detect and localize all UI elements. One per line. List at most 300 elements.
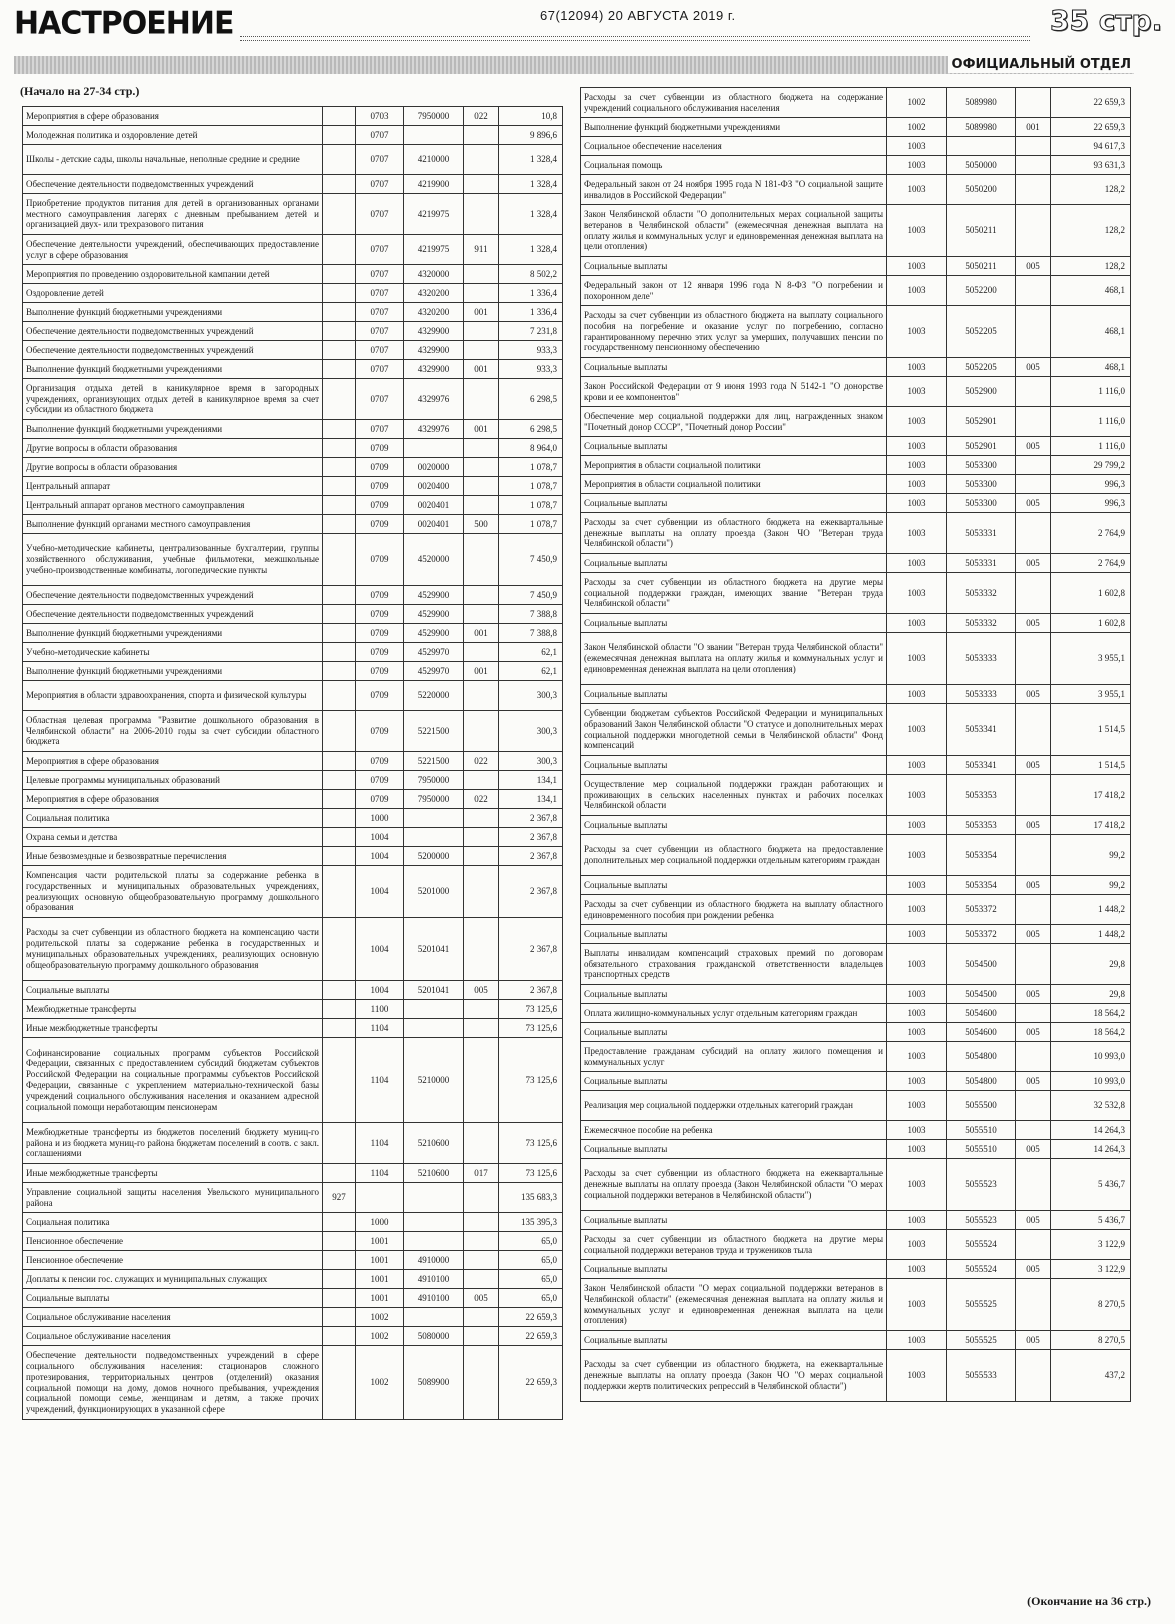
row-type-cell: 022	[464, 107, 499, 126]
row-amount-cell: 2 367,8	[499, 809, 563, 828]
row-name-cell: Обеспечение деятельности учреждений, обеспечивающих предоставление услуг в сфере образования	[23, 235, 323, 265]
table-row	[23, 1164, 563, 1183]
table-row	[581, 407, 1131, 437]
row-amount-cell: 300,3	[499, 711, 563, 752]
row-target-cell: 5053341	[947, 756, 1016, 775]
section-title: ОФИЦИАЛЬНЫЙ ОТДЕЛ	[948, 56, 1135, 73]
row-amount-cell: 933,3	[499, 360, 563, 379]
row-amount-cell: 7 450,9	[499, 586, 563, 605]
row-type-cell	[1016, 1279, 1051, 1331]
row-type-cell: 017	[464, 1164, 499, 1183]
row-department-cell	[323, 496, 356, 515]
row-department-cell	[323, 1270, 356, 1289]
row-amount-cell: 7 450,9	[499, 534, 563, 586]
table-row	[581, 377, 1131, 407]
row-amount-cell: 128,2	[1051, 257, 1131, 276]
row-type-cell	[464, 379, 499, 420]
row-section-cell: 1002	[356, 1327, 404, 1346]
row-name-cell: Социальное обслуживание населения	[23, 1327, 323, 1346]
table-row	[581, 573, 1131, 614]
row-amount-cell: 10 993,0	[1051, 1042, 1131, 1072]
row-section-cell: 1003	[887, 944, 947, 985]
row-type-cell	[1016, 407, 1051, 437]
row-name-cell: Центральный аппарат	[23, 477, 323, 496]
row-department-cell	[323, 605, 356, 624]
masthead	[0, 0, 1175, 46]
row-name-cell: Осуществление мер социальной поддержки граждан работающих и проживающих в сельских населенных пунктах и рабочих поселках Челябинской области	[581, 775, 887, 816]
table-row	[23, 477, 563, 496]
row-department-cell	[323, 145, 356, 175]
row-name-cell: Молодежная политика и оздоровление детей	[23, 126, 323, 145]
row-department-cell	[323, 771, 356, 790]
table-row	[581, 475, 1131, 494]
row-name-cell: Социальные выплаты	[581, 876, 887, 895]
row-section-cell: 1003	[887, 377, 947, 407]
row-amount-cell: 29,8	[1051, 985, 1131, 1004]
row-department-cell	[323, 643, 356, 662]
row-amount-cell: 73 125,6	[499, 1164, 563, 1183]
row-amount-cell: 73 125,6	[499, 1000, 563, 1019]
table-row	[581, 685, 1131, 704]
row-department-cell	[323, 752, 356, 771]
row-type-cell	[1016, 205, 1051, 257]
row-section-cell: 1003	[887, 985, 947, 1004]
row-target-cell: 5052900	[947, 377, 1016, 407]
row-name-cell: Социальные выплаты	[581, 685, 887, 704]
row-type-cell: 005	[464, 1289, 499, 1308]
row-target-cell: 4329900	[404, 360, 464, 379]
row-type-cell	[1016, 1159, 1051, 1211]
row-type-cell	[1016, 775, 1051, 816]
row-type-cell	[464, 194, 499, 235]
row-type-cell	[464, 1232, 499, 1251]
row-section-cell: 1003	[887, 156, 947, 175]
row-name-cell: Расходы за счет субвенции из областного бюджета на другие меры социальной поддержки ветеранов труда и тружеников тыла	[581, 1230, 887, 1260]
row-amount-cell: 65,0	[499, 1289, 563, 1308]
row-type-cell: 005	[1016, 816, 1051, 835]
row-section-cell: 1003	[887, 175, 947, 205]
row-section-cell: 0707	[356, 379, 404, 420]
table-row	[581, 925, 1131, 944]
row-section-cell: 0707	[356, 126, 404, 145]
row-section-cell: 1003	[887, 475, 947, 494]
row-name-cell: Пенсионное обеспечение	[23, 1251, 323, 1270]
table-row	[23, 1346, 563, 1420]
row-type-cell	[464, 534, 499, 586]
row-target-cell: 4219975	[404, 235, 464, 265]
table-row	[23, 360, 563, 379]
row-target-cell: 5053300	[947, 475, 1016, 494]
row-section-cell: 0709	[356, 605, 404, 624]
row-section-cell: 1002	[887, 118, 947, 137]
row-section-cell: 1003	[887, 205, 947, 257]
row-type-cell	[464, 175, 499, 194]
row-department-cell	[323, 1038, 356, 1123]
row-type-cell	[464, 126, 499, 145]
row-section-cell: 0709	[356, 515, 404, 534]
row-target-cell: 4910100	[404, 1289, 464, 1308]
row-target-cell: 4529970	[404, 662, 464, 681]
table-row	[23, 303, 563, 322]
row-target-cell: 5200000	[404, 847, 464, 866]
table-row	[23, 662, 563, 681]
row-section-cell: 1003	[887, 276, 947, 306]
row-amount-cell: 5 436,7	[1051, 1159, 1131, 1211]
row-type-cell	[464, 809, 499, 828]
row-type-cell	[1016, 137, 1051, 156]
table-row	[581, 88, 1131, 118]
row-amount-cell: 134,1	[499, 790, 563, 809]
row-name-cell: Мероприятия в области здравоохранения, спорта и физической культуры	[23, 681, 323, 711]
row-type-cell	[464, 1270, 499, 1289]
row-type-cell	[464, 145, 499, 175]
table-row	[23, 126, 563, 145]
row-name-cell: Целевые программы муниципальных образований	[23, 771, 323, 790]
row-type-cell	[1016, 895, 1051, 925]
row-name-cell: Иные межбюджетные трансферты	[23, 1164, 323, 1183]
row-type-cell	[464, 711, 499, 752]
row-section-cell: 1004	[356, 847, 404, 866]
row-section-cell: 1003	[887, 704, 947, 756]
row-target-cell: 7950000	[404, 771, 464, 790]
row-name-cell: Мероприятия в сфере образования	[23, 752, 323, 771]
row-type-cell: 001	[464, 420, 499, 439]
row-section-cell: 1003	[887, 876, 947, 895]
row-type-cell: 001	[464, 662, 499, 681]
table-row	[23, 981, 563, 1000]
row-name-cell: Социальные выплаты	[581, 925, 887, 944]
row-amount-cell: 437,2	[1051, 1350, 1131, 1402]
row-amount-cell: 468,1	[1051, 358, 1131, 377]
row-target-cell: 4910000	[404, 1251, 464, 1270]
row-target-cell: 0020401	[404, 515, 464, 534]
row-amount-cell: 2 367,8	[499, 828, 563, 847]
row-target-cell: 5053331	[947, 513, 1016, 554]
row-department-cell	[323, 341, 356, 360]
row-section-cell: 0709	[356, 586, 404, 605]
row-amount-cell: 1 328,4	[499, 145, 563, 175]
row-name-cell: Обеспечение деятельности подведомственных учреждений	[23, 322, 323, 341]
row-section-cell: 1004	[356, 918, 404, 981]
row-amount-cell: 3 122,9	[1051, 1260, 1131, 1279]
row-type-cell: 005	[1016, 985, 1051, 1004]
row-amount-cell: 22 659,3	[1051, 118, 1131, 137]
row-target-cell: 4529900	[404, 605, 464, 624]
row-name-cell: Выполнение функций бюджетными учреждениями	[581, 118, 887, 137]
row-name-cell: Учебно-методические кабинеты	[23, 643, 323, 662]
row-type-cell	[464, 322, 499, 341]
table-row	[23, 1327, 563, 1346]
row-section-cell: 0707	[356, 194, 404, 235]
row-section-cell: 1003	[887, 306, 947, 358]
row-department-cell	[323, 1164, 356, 1183]
row-section-cell: 1001	[356, 1232, 404, 1251]
row-type-cell: 005	[1016, 358, 1051, 377]
row-type-cell	[464, 477, 499, 496]
row-amount-cell: 29 799,2	[1051, 456, 1131, 475]
row-amount-cell: 3 122,9	[1051, 1230, 1131, 1260]
table-row	[581, 835, 1131, 876]
row-amount-cell: 1 514,5	[1051, 704, 1131, 756]
row-name-cell: Оплата жилищно-коммунальных услуг отдельным категориям граждан	[581, 1004, 887, 1023]
row-amount-cell: 18 564,2	[1051, 1023, 1131, 1042]
row-name-cell: Межбюджетные трансферты из бюджетов поселений бюджету муниц-го района и из бюджета муниц-го района бюджетам поселений в соотв. с закл. соглашениями	[23, 1123, 323, 1164]
row-target-cell: 4529900	[404, 624, 464, 643]
row-name-cell: Обеспечение деятельности подведомственных учреждений	[23, 341, 323, 360]
row-section-cell: 1003	[887, 1023, 947, 1042]
row-type-cell	[1016, 475, 1051, 494]
row-target-cell: 5053354	[947, 835, 1016, 876]
row-amount-cell: 1 328,4	[499, 235, 563, 265]
row-department-cell	[323, 809, 356, 828]
row-amount-cell: 10,8	[499, 107, 563, 126]
table-row	[581, 1331, 1131, 1350]
row-section-cell: 1003	[887, 1140, 947, 1159]
row-section-cell: 1100	[356, 1000, 404, 1019]
row-type-cell	[464, 681, 499, 711]
row-amount-cell: 1 448,2	[1051, 925, 1131, 944]
row-section-cell: 1004	[356, 866, 404, 918]
row-section-cell: 1003	[887, 1211, 947, 1230]
row-target-cell: 5055510	[947, 1121, 1016, 1140]
row-name-cell: Закон Челябинской области "О мерах социальной поддержки ветеранов в Челябинской области" (ежемесячная денежная выплата на оплату жилья и коммунальных услуг и единовременная денежная выплата на цели отопления)	[581, 1279, 887, 1331]
row-name-cell: Социальные выплаты	[581, 1331, 887, 1350]
table-row	[581, 1260, 1131, 1279]
row-department-cell	[323, 1327, 356, 1346]
row-section-cell: 1003	[887, 1331, 947, 1350]
row-name-cell: Областная целевая программа "Развитие дошкольного образования в Челябинской области" на 2006-2010 годы за счет субсидии областного бюджета	[23, 711, 323, 752]
row-type-cell	[464, 458, 499, 477]
row-amount-cell: 3 955,1	[1051, 685, 1131, 704]
row-department-cell	[323, 1232, 356, 1251]
row-type-cell: 911	[464, 235, 499, 265]
row-target-cell: 5050211	[947, 205, 1016, 257]
row-name-cell: Расходы за счет субвенции из областного бюджета на выплату социального пособия на погребение и оказание услуг по погребению, согласно гарантированному перечню этих услуг за умерших, получавших пенсии по государственному пенсионному обеспечению	[581, 306, 887, 358]
row-name-cell: Федеральный закон от 24 ноября 1995 года N 181-ФЗ "О социальной защите инвалидов в Российской Федерации"	[581, 175, 887, 205]
row-target-cell: 5080000	[404, 1327, 464, 1346]
row-amount-cell: 62,1	[499, 643, 563, 662]
row-type-cell: 005	[1016, 554, 1051, 573]
table-row	[23, 175, 563, 194]
row-target-cell: 5055523	[947, 1211, 1016, 1230]
row-amount-cell: 135 683,3	[499, 1183, 563, 1213]
row-amount-cell: 6 298,5	[499, 379, 563, 420]
table-row	[581, 118, 1131, 137]
row-name-cell: Социальная помощь	[581, 156, 887, 175]
row-type-cell	[1016, 1091, 1051, 1121]
row-section-cell: 1003	[887, 407, 947, 437]
row-type-cell	[464, 1308, 499, 1327]
row-department-cell	[323, 866, 356, 918]
row-section-cell: 0707	[356, 303, 404, 322]
row-type-cell	[464, 1213, 499, 1232]
row-amount-cell: 1 328,4	[499, 175, 563, 194]
row-type-cell	[464, 828, 499, 847]
row-type-cell	[1016, 306, 1051, 358]
row-amount-cell: 2 367,8	[499, 866, 563, 918]
table-row	[23, 265, 563, 284]
row-amount-cell: 7 388,8	[499, 624, 563, 643]
row-amount-cell: 300,3	[499, 681, 563, 711]
row-amount-cell: 22 659,3	[1051, 88, 1131, 118]
row-target-cell: 5053300	[947, 494, 1016, 513]
row-target-cell: 4529900	[404, 586, 464, 605]
row-type-cell	[1016, 1042, 1051, 1072]
row-name-cell: Организация отдыха детей в каникулярное время в загородных учреждениях, организующих отдых детей в каникулярное время за счет субсидии из областного бюджета	[23, 379, 323, 420]
row-section-cell: 1004	[356, 981, 404, 1000]
row-amount-cell: 6 298,5	[499, 420, 563, 439]
table-row	[581, 175, 1131, 205]
table-row	[23, 809, 563, 828]
row-amount-cell: 1 336,4	[499, 303, 563, 322]
budget-table-right	[580, 87, 1131, 1402]
row-name-cell: Мероприятия в сфере образования	[23, 790, 323, 809]
row-type-cell	[464, 918, 499, 981]
row-target-cell: 7950000	[404, 790, 464, 809]
row-target-cell: 5053353	[947, 816, 1016, 835]
table-row	[581, 358, 1131, 377]
row-target-cell: 4529970	[404, 643, 464, 662]
row-target-cell: 5221500	[404, 711, 464, 752]
row-department-cell	[323, 439, 356, 458]
row-name-cell: Социальные выплаты	[581, 1211, 887, 1230]
row-section-cell: 1003	[887, 1072, 947, 1091]
row-target-cell: 5053332	[947, 614, 1016, 633]
table-row	[23, 1000, 563, 1019]
row-amount-cell: 5 436,7	[1051, 1211, 1131, 1230]
row-section-cell: 1003	[887, 816, 947, 835]
row-section-cell: 1003	[887, 1260, 947, 1279]
row-name-cell: Пенсионное обеспечение	[23, 1232, 323, 1251]
row-amount-cell: 1 328,4	[499, 194, 563, 235]
row-type-cell	[464, 605, 499, 624]
row-type-cell	[464, 771, 499, 790]
row-section-cell: 0709	[356, 643, 404, 662]
row-name-cell: Другие вопросы в области образования	[23, 439, 323, 458]
row-department-cell	[323, 828, 356, 847]
table-row	[23, 828, 563, 847]
row-type-cell: 005	[464, 981, 499, 1000]
table-row	[23, 235, 563, 265]
table-row	[581, 1004, 1131, 1023]
header-rule	[240, 36, 1030, 41]
row-amount-cell: 1 602,8	[1051, 573, 1131, 614]
row-type-cell	[464, 1346, 499, 1420]
table-row	[23, 1123, 563, 1164]
row-type-cell	[1016, 573, 1051, 614]
row-section-cell: 1002	[356, 1308, 404, 1327]
table-row	[23, 1232, 563, 1251]
table-row	[23, 1183, 563, 1213]
row-section-cell: 0707	[356, 322, 404, 341]
row-department-cell	[323, 265, 356, 284]
row-department-cell	[323, 662, 356, 681]
row-section-cell: 1003	[887, 494, 947, 513]
row-name-cell: Социальные выплаты	[581, 1023, 887, 1042]
row-name-cell: Социальные выплаты	[581, 816, 887, 835]
row-amount-cell: 73 125,6	[499, 1123, 563, 1164]
table-row	[23, 752, 563, 771]
table-row	[581, 554, 1131, 573]
row-name-cell: Школы - детские сады, школы начальные, неполные средние и средние	[23, 145, 323, 175]
row-department-cell	[323, 1123, 356, 1164]
row-name-cell: Мероприятия в сфере образования	[23, 107, 323, 126]
row-target-cell: 5052901	[947, 437, 1016, 456]
row-name-cell: Расходы за счет субвенции из областного бюджета на выплату областного единовременного пособия при рождении ребенка	[581, 895, 887, 925]
row-name-cell: Иные межбюджетные трансферты	[23, 1019, 323, 1038]
row-department-cell	[323, 284, 356, 303]
table-row	[23, 1289, 563, 1308]
row-name-cell: Софинансирование социальных программ субъектов Российской Федерации, связанных с предоставлением субсидий бюджетам субъектов Российской Федерации на социальные программы субъектов Российской Федерации, связанные с укреплением материально-технической базы учреждений социального обслуживания населения и оказанием адресной социальной помощи неработающим пенсионерам	[23, 1038, 323, 1123]
row-amount-cell: 1 078,7	[499, 515, 563, 534]
row-amount-cell: 62,1	[499, 662, 563, 681]
row-target-cell: 5054800	[947, 1072, 1016, 1091]
row-type-cell	[1016, 276, 1051, 306]
row-department-cell	[323, 458, 356, 477]
row-type-cell: 005	[1016, 1023, 1051, 1042]
row-target-cell: 5052200	[947, 276, 1016, 306]
row-section-cell: 0709	[356, 711, 404, 752]
table-row	[581, 895, 1131, 925]
continued-to-note: (Окончание на 36 стр.)	[1027, 1594, 1151, 1608]
row-target-cell	[404, 1308, 464, 1327]
row-name-cell: Социальные выплаты	[23, 1289, 323, 1308]
table-row	[23, 420, 563, 439]
row-section-cell: 1003	[887, 573, 947, 614]
table-row	[581, 985, 1131, 1004]
row-amount-cell: 1 602,8	[1051, 614, 1131, 633]
row-target-cell: 5050200	[947, 175, 1016, 205]
row-amount-cell: 1 116,0	[1051, 407, 1131, 437]
row-name-cell: Выполнение функций бюджетными учреждениями	[23, 360, 323, 379]
row-type-cell	[464, 1019, 499, 1038]
row-section-cell: 1003	[887, 1159, 947, 1211]
row-section-cell: 0709	[356, 752, 404, 771]
row-target-cell: 5053333	[947, 685, 1016, 704]
row-name-cell: Выполнение функций бюджетными учреждениями	[23, 420, 323, 439]
row-amount-cell: 32 532,8	[1051, 1091, 1131, 1121]
row-type-cell: 005	[1016, 685, 1051, 704]
row-type-cell: 001	[464, 360, 499, 379]
row-name-cell: Обеспечение деятельности подведомственных учреждений	[23, 586, 323, 605]
table-row	[23, 624, 563, 643]
row-amount-cell: 99,2	[1051, 835, 1131, 876]
row-department-cell	[323, 624, 356, 643]
table-row	[23, 322, 563, 341]
table-row	[581, 1211, 1131, 1230]
row-department-cell	[323, 420, 356, 439]
row-type-cell: 005	[1016, 1260, 1051, 1279]
row-type-cell	[1016, 513, 1051, 554]
row-section-cell: 1000	[356, 809, 404, 828]
row-name-cell: Мероприятия в области социальной политики	[581, 456, 887, 475]
row-amount-cell: 128,2	[1051, 175, 1131, 205]
row-target-cell: 5210000	[404, 1038, 464, 1123]
row-section-cell: 1002	[356, 1346, 404, 1420]
row-target-cell: 5201041	[404, 981, 464, 1000]
row-type-cell: 005	[1016, 756, 1051, 775]
row-section-cell: 0709	[356, 496, 404, 515]
row-section-cell: 1003	[887, 437, 947, 456]
table-row	[581, 437, 1131, 456]
row-name-cell: Социальное обеспечение населения	[581, 137, 887, 156]
row-type-cell: 022	[464, 790, 499, 809]
row-name-cell: Выполнение функций органами местного самоуправления	[23, 515, 323, 534]
row-section-cell: 1000	[356, 1213, 404, 1232]
row-amount-cell: 7 388,8	[499, 605, 563, 624]
row-department-cell	[323, 790, 356, 809]
row-amount-cell: 22 659,3	[499, 1327, 563, 1346]
